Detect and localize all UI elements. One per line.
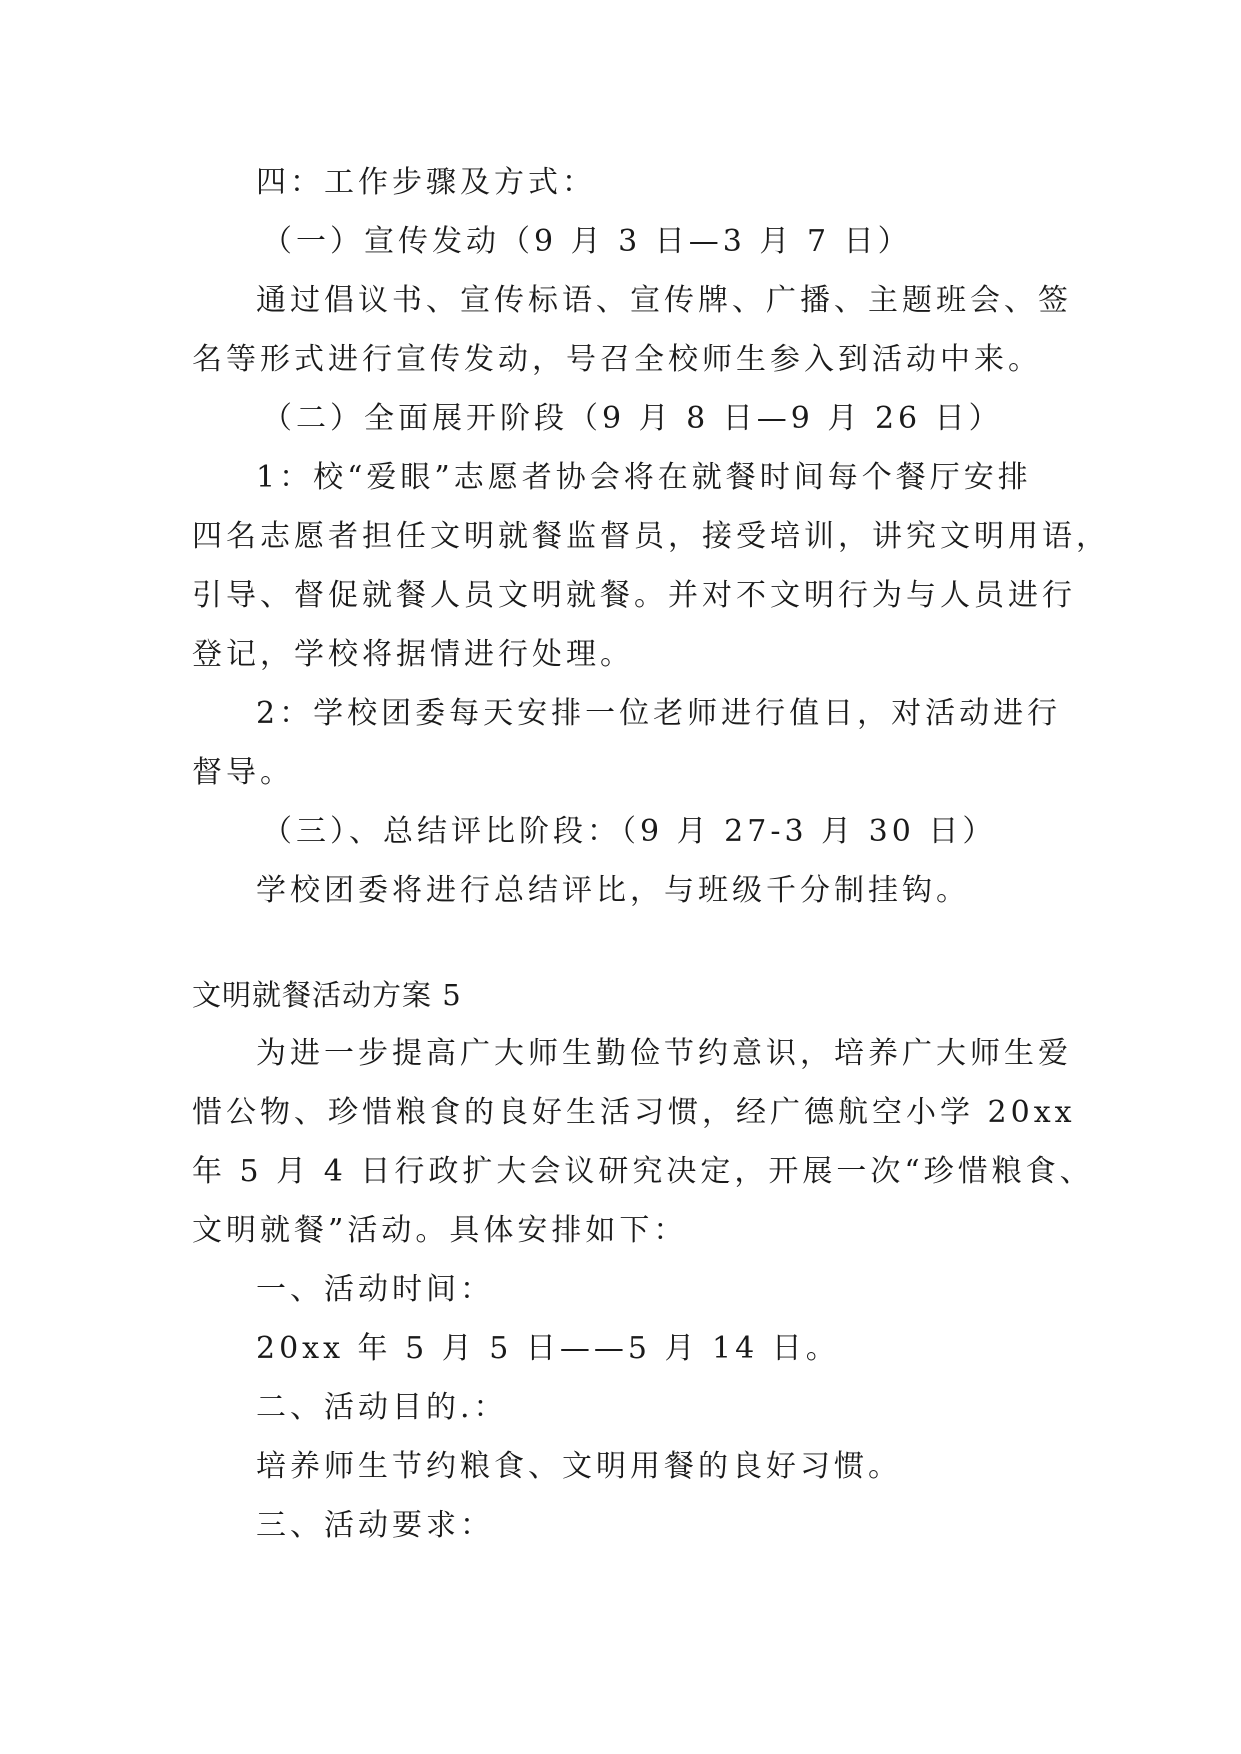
paragraph-line: 文明就餐”活动。具体安排如下： — [192, 1213, 688, 1248]
paragraph-line: 2：学校团委每天安排一位老师进行值日，对活动进行 — [256, 696, 1062, 731]
paragraph-line: 年 5 月 4 日行政扩大会议研究决定，开展一次“珍惜粮食、 — [192, 1154, 1094, 1189]
paragraph-line: 学校团委将进行总结评比，与班级千分制挂钩。 — [256, 873, 970, 908]
paragraph-line: 督导。 — [192, 755, 294, 790]
subheading-publicity: （一）宣传发动（9 月 3 日—3 月 7 日） — [262, 224, 912, 259]
paragraph-line: 1：校“爱眼”志愿者协会将在就餐时间每个餐厅安排 — [256, 460, 1032, 495]
section-heading-purpose: 二、活动目的.： — [256, 1390, 508, 1425]
paragraph-line: 20xx 年 5 月 5 日——5 月 14 日。 — [256, 1331, 840, 1366]
subheading-summary: （三）、总结评比阶段：（9 月 27-3 月 30 日） — [262, 814, 997, 849]
document-title: 文明就餐活动方案 5 — [192, 978, 462, 1012]
paragraph-line: 引导、督促就餐人员文明就餐。并对不文明行为与人员进行 — [192, 578, 1076, 613]
paragraph-line: 四名志愿者担任文明就餐监督员，接受培训，讲究文明用语， — [192, 519, 1110, 554]
paragraph-line: 名等形式进行宣传发动，号召全校师生参入到活动中来。 — [192, 342, 1042, 377]
section-heading-steps: 四：工作步骤及方式： — [256, 165, 596, 200]
paragraph-line: 为进一步提高广大师生勤俭节约意识，培养广大师生爱 — [256, 1036, 1072, 1071]
section-heading-time: 一、活动时间： — [256, 1272, 494, 1307]
paragraph-line: 通过倡议书、宣传标语、宣传牌、广播、主题班会、签 — [256, 283, 1072, 318]
paragraph-line: 登记，学校将据情进行处理。 — [192, 637, 634, 672]
paragraph-line: 惜公物、珍惜粮食的良好生活习惯，经广德航空小学 20xx — [192, 1095, 1076, 1130]
section-heading-requirements: 三、活动要求： — [256, 1508, 494, 1543]
subheading-implementation: （二）全面展开阶段（9 月 8 日—9 月 26 日） — [262, 401, 1003, 436]
paragraph-line: 培养师生节约粮食、文明用餐的良好习惯。 — [256, 1449, 902, 1484]
